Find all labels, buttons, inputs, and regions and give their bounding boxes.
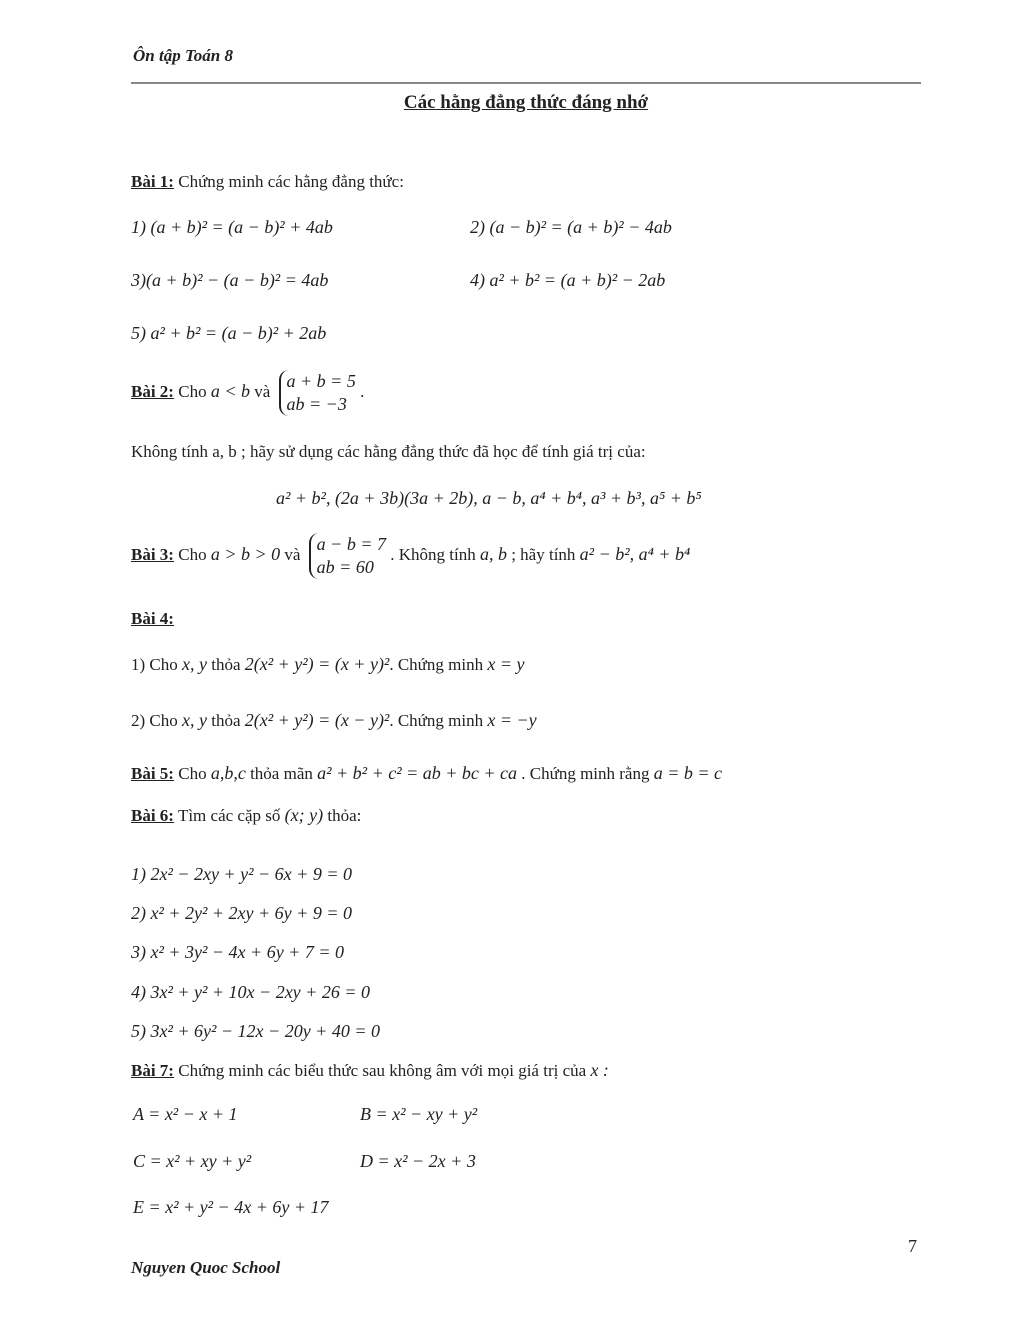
bai3-vars: a, b xyxy=(479,543,507,564)
bai4-item-1 xyxy=(131,654,524,675)
bai2-sys-eq2: ab = −3 xyxy=(286,394,347,414)
bai2-cond: a < b xyxy=(210,380,250,401)
bai3-va: và xyxy=(284,544,301,564)
bai5-line xyxy=(131,763,722,784)
bai5-pre: Cho xyxy=(178,764,207,783)
bai4-item-2-eq: 2(x² + y²) = (x − y)² xyxy=(244,710,390,730)
bai7-heading xyxy=(131,1060,609,1081)
bai6-item-3: 3) x² + 3y² − 4x + 6y + 7 = 0 xyxy=(131,942,344,962)
bai4-item-2-post: . Chứng minh xyxy=(389,711,484,730)
bai2-sys-eq1: a + b = 5 xyxy=(286,371,356,391)
bai5-vars: a,b,c xyxy=(210,763,246,783)
page-number: 7 xyxy=(908,1236,917,1256)
bai4-item-1-mid: thỏa xyxy=(211,655,241,674)
bai5-label: Bài 5: xyxy=(131,764,174,783)
bai7-expr-c: C = x² + xy + y² xyxy=(133,1151,252,1171)
bai1-item-1: 1) (a + b)² = (a − b)² + 4ab xyxy=(131,217,333,237)
bai1-text: Chứng minh các hằng đẳng thức: xyxy=(178,172,404,191)
bai4-item-2-vars: x, y xyxy=(182,710,207,730)
bai1-item-3: 3)(a + b)² − (a − b)² = 4ab xyxy=(131,270,329,290)
bai7-expr-e: E = x² + y² − 4x + 6y + 17 xyxy=(133,1197,329,1217)
bai6-pair: (x; y) xyxy=(284,805,324,825)
bai5-eq: a² + b² + c² = ab + bc + ca xyxy=(317,763,518,783)
bai5-post: . Chứng minh rằng xyxy=(521,764,650,783)
bai6-label: Bài 6: xyxy=(131,806,174,825)
bai1-item-2: 2) (a − b)² = (a + b)² − 4ab xyxy=(470,217,672,237)
bai2-system xyxy=(279,370,356,416)
bai6-pre: Tìm các cặp số xyxy=(177,806,281,825)
bai3-sys-eq1: a − b = 7 xyxy=(316,534,386,554)
footer-school: Nguyen Quoc School xyxy=(131,1258,281,1277)
bai7-expr-b: B = x² − xy + y² xyxy=(360,1104,478,1124)
bai2-exprs: a² + b², (2a + 3b)(3a + 2b), a − b, a⁴ + b⁴, a³ + b³, a⁵ + b⁵ xyxy=(276,488,702,508)
bai7-text: Chứng minh các biểu thức sau không âm với mọi giá trị của xyxy=(178,1061,587,1080)
header-rule xyxy=(131,82,921,84)
bai3-cond: a > b > 0 xyxy=(210,543,281,564)
header-course: Ôn tập Toán 8 xyxy=(133,46,233,65)
bai4-item-2-mid: thỏa xyxy=(211,711,241,730)
bai4-item-1-res: x = y xyxy=(487,654,525,674)
bai3-label: Bài 3: xyxy=(131,544,174,564)
bai3-post2: ; hãy tính xyxy=(511,544,576,564)
bai2-end: . xyxy=(360,381,365,401)
bai3-exprs: a² − b², a⁴ + b⁴ xyxy=(579,543,691,564)
bai2-label: Bài 2: xyxy=(131,381,174,401)
bai1-item-5: 5) a² + b² = (a − b)² + 2ab xyxy=(131,323,327,343)
bai4-item-2-pre: 2) Cho xyxy=(131,711,178,730)
bai1-heading xyxy=(131,172,404,192)
bai6-item-5: 5) 3x² + 6y² − 12x − 20y + 40 = 0 xyxy=(131,1021,380,1041)
bai4-item-1-eq: 2(x² + y²) = (x + y)² xyxy=(244,654,390,674)
bai2-line1 xyxy=(131,370,364,416)
bai6-post: thỏa: xyxy=(327,806,362,825)
bai2-line2: Không tính a, b ; hãy sử dụng các hằng đẳng thức đã học để tính giá trị của: xyxy=(131,442,646,461)
bai7-expr-d: D = x² − 2x + 3 xyxy=(360,1151,476,1171)
bai3-line xyxy=(131,533,690,579)
bai3-sys-eq2: ab = 60 xyxy=(316,557,374,577)
bai4-item-1-pre: 1) Cho xyxy=(131,655,178,674)
bai3-pre: Cho xyxy=(178,544,207,564)
page-title: Các hằng đẳng thức đáng nhớ xyxy=(403,92,649,113)
bai6-item-4: 4) 3x² + y² + 10x − 2xy + 26 = 0 xyxy=(131,982,370,1002)
bai6-item-2: 2) x² + 2y² + 2xy + 6y + 9 = 0 xyxy=(131,903,352,923)
bai4-label: Bài 4: xyxy=(131,609,174,628)
bai2-pre: Cho xyxy=(178,381,207,401)
bai6-item-1: 1) 2x² − 2xy + y² − 6x + 9 = 0 xyxy=(131,864,352,884)
bai5-mid: thỏa mãn xyxy=(250,764,313,783)
bai1-label: Bài 1: xyxy=(131,172,174,191)
bai5-res: a = b = c xyxy=(653,763,723,783)
bai3-post: . Không tính xyxy=(390,544,476,564)
bai4-item-2-res: x = −y xyxy=(487,710,537,730)
bai3-system xyxy=(309,533,386,579)
bai6-heading xyxy=(131,805,361,826)
bai7-label: Bài 7: xyxy=(131,1061,174,1080)
bai4-item-1-post: . Chứng minh xyxy=(389,655,484,674)
bai4-item-1-vars: x, y xyxy=(182,654,207,674)
bai1-item-4: 4) a² + b² = (a + b)² − 2ab xyxy=(470,270,666,290)
bai7-var: x : xyxy=(590,1060,609,1080)
bai2-va: và xyxy=(254,381,271,401)
bai4-item-2 xyxy=(131,710,537,731)
bai7-expr-a: A = x² − x + 1 xyxy=(133,1104,238,1124)
